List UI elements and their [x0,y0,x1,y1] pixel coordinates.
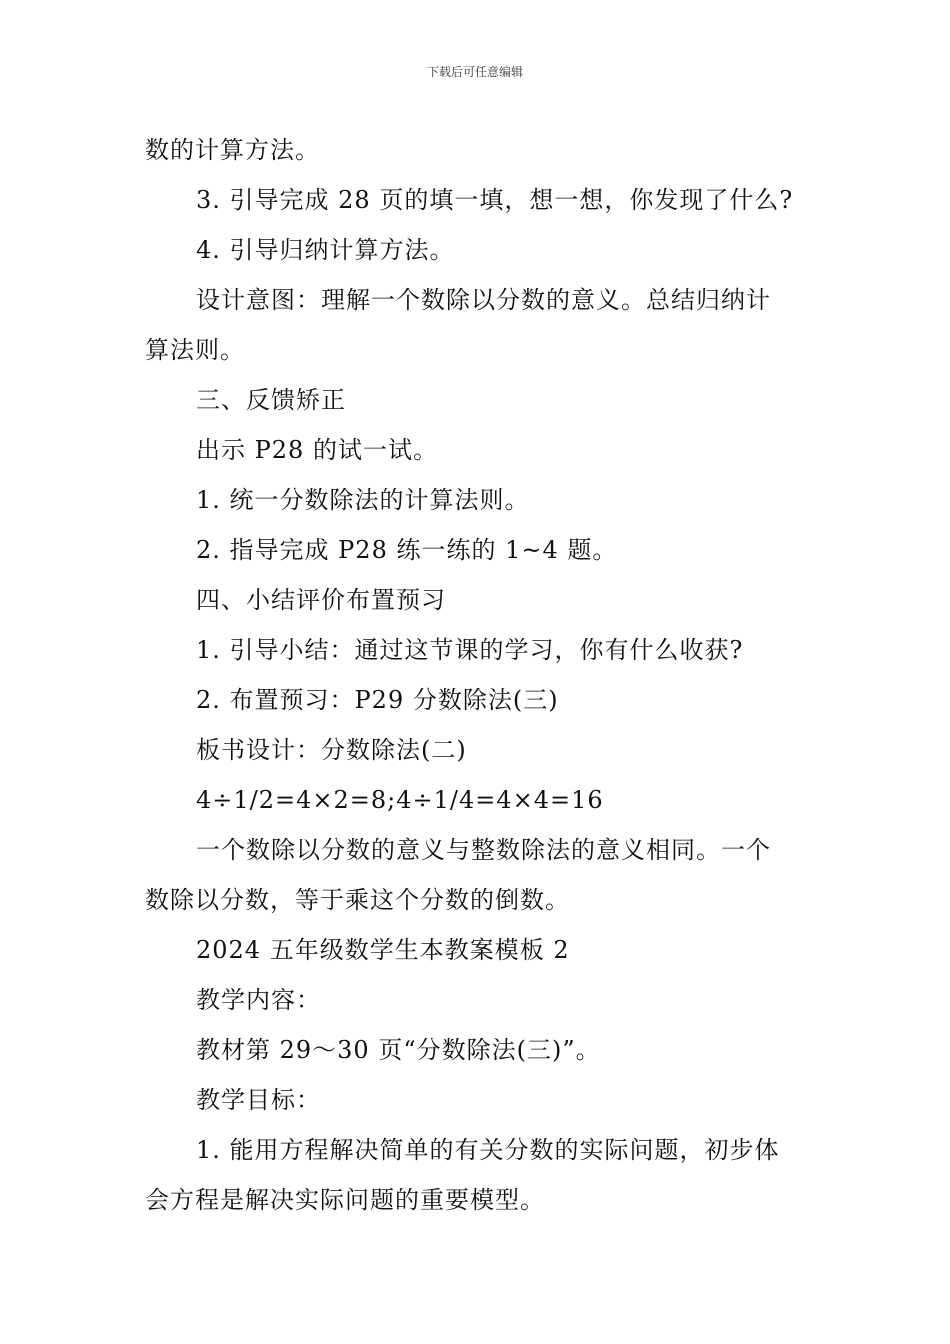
formula-line: 4÷1/2=4×2=8;4÷1/4=4×4=16 [196,786,604,814]
paragraph: 数的计算方法。 [145,136,320,164]
paragraph: 2. 指导完成 P28 练一练的 1~4 题。 [196,536,618,564]
paragraph: 出示 P28 的试一试。 [196,436,438,464]
document-subtitle: 2024 五年级数学生本教案模板 2 [196,936,570,964]
paragraph: 2. 布置预习：P29 分数除法(三) [196,686,559,714]
paragraph: 会方程是解决实际问题的重要模型。 [145,1186,545,1214]
section-heading: 四、小结评价布置预习 [196,586,446,614]
paragraph: 数除以分数，等于乘这个分数的倒数。 [145,886,570,914]
paragraph: 设计意图：理解一个数除以分数的意义。总结归纳计 [196,286,771,314]
paragraph: 4. 引导归纳计算方法。 [196,236,455,264]
section-heading: 教学目标： [196,1086,321,1114]
paragraph: 算法则。 [145,336,245,364]
paragraph: 板书设计：分数除法(二) [196,736,467,764]
page-header-note: 下载后可任意编辑 [426,65,523,79]
paragraph: 1. 能用方程解决简单的有关分数的实际问题，初步体 [196,1136,780,1164]
paragraph: 1. 引导小结：通过这节课的学习，你有什么收获? [196,636,744,664]
paragraph: 一个数除以分数的意义与整数除法的意义相同。一个 [196,836,771,864]
paragraph: 教材第 29～30 页“分数除法(三)”。 [196,1036,601,1064]
section-heading: 三、反馈矫正 [196,386,346,414]
paragraph: 3. 引导完成 28 页的填一填，想一想，你发现了什么? [196,186,794,214]
paragraph: 1. 统一分数除法的计算法则。 [196,486,530,514]
document-body [145,125,807,1225]
section-heading: 教学内容： [196,986,321,1014]
